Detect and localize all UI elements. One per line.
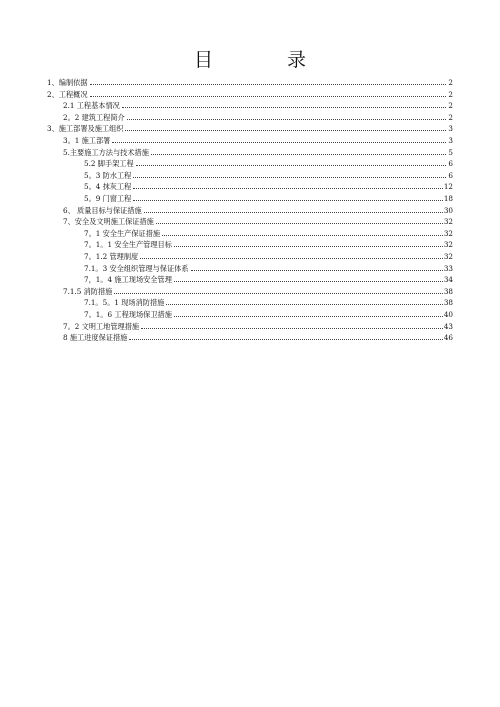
toc-entry[interactable]	[84, 179, 453, 191]
toc-entry[interactable]	[84, 237, 453, 249]
toc-leader-dots	[174, 280, 443, 282]
toc-leader-dots	[133, 176, 446, 178]
toc-leader-dots	[140, 257, 443, 259]
toc-leader-dots	[122, 106, 446, 108]
toc-entry[interactable]	[84, 307, 453, 319]
toc-entry-label: 6、 质量目标与保证措施	[63, 205, 142, 215]
toc-leader-dots	[141, 327, 443, 329]
toc-entry[interactable]	[63, 319, 453, 331]
toc-page-number: 43	[443, 321, 453, 331]
toc-entry[interactable]	[63, 284, 453, 296]
toc-entry[interactable]	[84, 261, 453, 273]
toc-entry-label: 3。1 施工部署	[63, 136, 111, 145]
toc-entry-label: 7.1。5。1 现场消防措施	[84, 298, 165, 308]
toc-page-number: 38	[443, 286, 453, 296]
toc-entry-label: 5.主要施工方法与技术措施	[63, 147, 149, 157]
toc-page-number: 2	[448, 89, 453, 99]
toc-entry[interactable]	[84, 156, 453, 168]
toc-leader-dots	[125, 129, 446, 131]
toc-entry[interactable]	[63, 110, 453, 122]
toc-page-number: 2	[448, 112, 453, 122]
toc-page-number: 34	[443, 275, 453, 285]
toc-entry-label: 5。9 门窗工程	[84, 194, 132, 203]
toc-entry[interactable]	[84, 272, 453, 284]
toc-entry-label: 5.2 脚手架工程	[84, 159, 134, 169]
toc-leader-dots	[156, 222, 443, 224]
toc-entry[interactable]	[84, 191, 453, 203]
toc-leader-dots	[114, 292, 443, 294]
toc-page-number: 32	[443, 252, 453, 261]
toc-entry[interactable]	[47, 121, 453, 133]
toc-entry-label: 1、编制依据	[47, 78, 88, 87]
toc-entry-label: 2。2 建筑工程简介	[63, 112, 125, 122]
toc-title: 目 录	[193, 49, 341, 71]
toc-entry[interactable]	[63, 214, 453, 226]
toc-entry-label: 7。1。1 安全生产管理目标	[84, 240, 172, 250]
toc-leader-dots	[90, 83, 446, 85]
toc-entry-label: 7、安全及文明施工保证措施	[63, 217, 154, 227]
toc-leader-dots	[166, 303, 442, 305]
toc-page-number: 18	[443, 194, 453, 203]
toc-page-number: 46	[443, 333, 453, 343]
toc-leader-dots	[112, 141, 446, 143]
toc-page-number: 2	[448, 101, 453, 111]
toc-entry[interactable]	[63, 98, 453, 110]
toc-leader-dots	[127, 118, 446, 120]
toc-entry[interactable]	[63, 133, 453, 145]
toc-entry[interactable]	[47, 75, 453, 87]
toc-entry-label: 5。3 防水工程	[84, 170, 132, 180]
toc-page-number: 2	[448, 78, 453, 87]
toc-page-number: 32	[443, 228, 453, 238]
toc-entry-label: 7.1.5 消防措施	[63, 286, 113, 296]
toc-entry[interactable]	[63, 145, 453, 157]
toc-page-number: 30	[443, 205, 453, 215]
toc-entry-label: 5。4 抹灰工程	[84, 182, 132, 192]
toc-leader-dots	[144, 211, 443, 213]
toc-page-number: 32	[443, 217, 453, 227]
toc-page-number: 33	[443, 263, 453, 273]
toc-leader-dots	[133, 187, 442, 189]
toc-entry-label: 7。1。6 工程现场保卫措施	[84, 310, 172, 319]
toc-page-number: 6	[448, 159, 453, 169]
toc-leader-dots	[136, 164, 446, 166]
toc-entry[interactable]	[63, 330, 453, 342]
toc-entry-label: 7.1。3 安全组织管理与保证体系	[84, 263, 189, 273]
toc-leader-dots	[162, 234, 443, 236]
toc-leader-dots	[174, 315, 443, 317]
toc-page-number: 3	[448, 136, 453, 145]
toc-leader-dots	[191, 269, 443, 271]
toc-entry[interactable]	[84, 295, 453, 307]
toc-entry[interactable]	[84, 168, 453, 180]
toc-entry-label: 7。2 文明工地管理措施	[63, 321, 140, 331]
toc-entry[interactable]	[63, 203, 453, 215]
toc-leader-dots	[90, 95, 446, 97]
toc-entry[interactable]	[47, 87, 453, 99]
toc-leader-dots	[174, 245, 443, 247]
toc-entry-label: 8 施工进度保证措施	[63, 333, 128, 343]
toc-page-number: 12	[443, 182, 453, 192]
toc-page-number: 6	[448, 170, 453, 180]
toc-page-number: 40	[443, 310, 453, 319]
toc-leader-dots	[133, 199, 442, 201]
toc-entry-label: 3、施工部署及施工组织	[47, 124, 124, 134]
toc-entry-label: 2.1 工程基本情况	[63, 101, 120, 111]
toc-entry-label: 7。1.2 管理制度	[84, 252, 139, 261]
toc-entry[interactable]	[84, 226, 453, 238]
toc-page-number: 5	[448, 147, 453, 157]
toc-leader-dots	[129, 338, 442, 340]
toc-page-number: 32	[443, 240, 453, 250]
toc-entry[interactable]	[84, 249, 453, 261]
toc-page-number: 38	[443, 298, 453, 308]
toc-entry-label: 7。1 安全生产保证措施	[84, 228, 161, 238]
toc-leader-dots	[151, 153, 446, 155]
toc-entry-label: 2、工程概况	[47, 89, 88, 99]
toc-page-number: 3	[448, 124, 453, 134]
toc-entry-label: 7，1。4 施工现场安全管理	[84, 275, 172, 285]
